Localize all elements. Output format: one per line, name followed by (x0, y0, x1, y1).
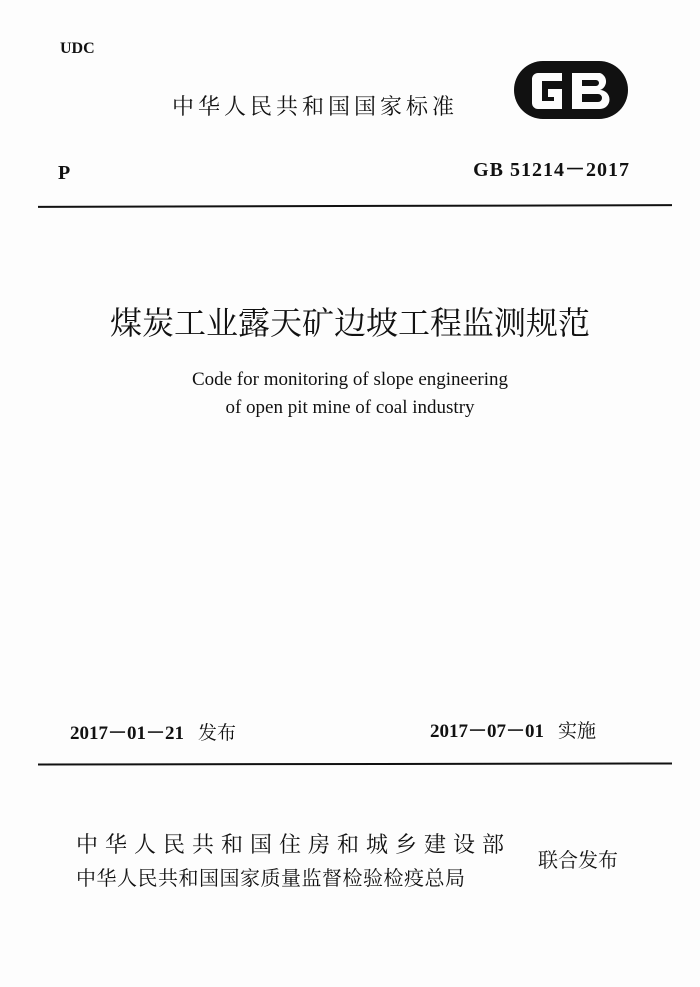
gb-logo-icon (512, 55, 630, 123)
issue-date: 2017－01－21 (70, 723, 185, 744)
udc-label: UDC (60, 40, 95, 57)
joint-issue-label: 联合发布 (538, 848, 618, 872)
bottom-divider (38, 762, 672, 765)
issue-label: 发布 (198, 722, 237, 744)
effective-label: 实施 (558, 720, 597, 742)
issuer-ministry-housing: 中华人民共和国住房和城乡建设部 (76, 833, 512, 858)
title-english (0, 366, 700, 422)
category-code: P (58, 162, 71, 184)
effective-date: 2017－07－01 (430, 721, 545, 742)
issuer-quality-administration: 中华人民共和国国家质量监督检验检疫总局 (76, 866, 466, 890)
national-standard-heading: 中华人民共和国国家标准 (172, 95, 459, 120)
title-english-line1: Code for monitoring of slope engineering (191, 369, 509, 390)
title-chinese: 煤炭工业露天矿边坡工程监测规范 (109, 304, 590, 342)
top-divider (38, 204, 672, 208)
issue-date-block (70, 718, 236, 745)
effective-date-block (430, 716, 596, 743)
title-english-line2: of open pit mine of coal industry (225, 397, 475, 418)
standard-number: GB 51214－2017 (473, 159, 630, 181)
